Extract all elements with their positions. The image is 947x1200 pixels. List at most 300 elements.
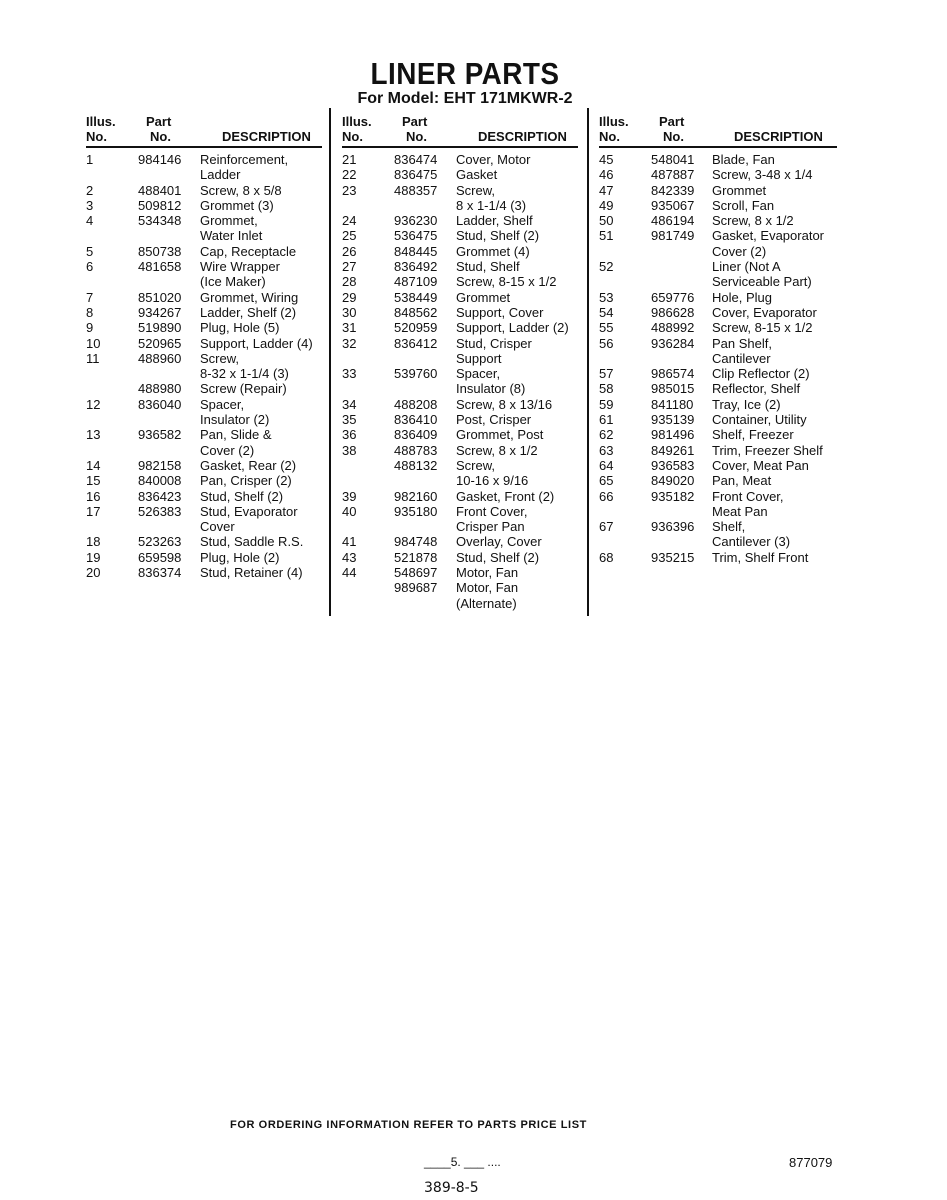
- illus-number: 66: [599, 488, 614, 504]
- part-number: 536475: [394, 228, 438, 244]
- description-line: Ladder, Shelf (2): [200, 304, 297, 320]
- illus-number: 29: [342, 289, 357, 305]
- description-line: Grommet,: [200, 213, 258, 229]
- illus-number: 23: [342, 182, 357, 198]
- illus-number: 10: [86, 335, 101, 351]
- table-row: [599, 213, 837, 228]
- description-line: Grommet (3): [200, 197, 274, 213]
- illus-number: 12: [86, 396, 101, 412]
- part-number: 836423: [138, 488, 182, 504]
- part-number: 836474: [394, 152, 438, 167]
- table-row: [342, 489, 578, 504]
- part-number: 488980: [138, 381, 182, 397]
- table-row: [342, 152, 578, 167]
- illus-number: 57: [599, 366, 614, 382]
- table-row: [86, 458, 322, 473]
- illus-number: 31: [342, 320, 357, 336]
- description-line: Support, Ladder (2): [456, 320, 569, 336]
- part-number: 840008: [138, 473, 182, 489]
- illus-number: 68: [599, 549, 614, 565]
- illus-number: 15: [86, 473, 101, 489]
- description-line: Screw, 3-48 x 1/4: [712, 167, 813, 183]
- page-number-value: 5: [450, 1155, 458, 1169]
- description-line: Screw (Repair): [200, 381, 287, 397]
- description-line: Screw, 8-15 x 1/2: [456, 274, 557, 290]
- illus-number: 11: [86, 350, 100, 366]
- illus-number: 22: [342, 167, 357, 183]
- description-line: Scroll, Fan: [712, 197, 775, 213]
- part-number: 989687: [394, 580, 438, 596]
- model-subtitle: For Model: EHT 171MKWR-2: [357, 90, 573, 107]
- part-number: 936583: [651, 457, 695, 473]
- header-description: DESCRIPTION: [478, 129, 567, 144]
- description-line: Water Inlet: [200, 228, 263, 244]
- illus-number: 65: [599, 473, 614, 489]
- table-row: [599, 228, 837, 259]
- table-row: [342, 565, 578, 580]
- part-number: 836412: [394, 335, 438, 351]
- description-line: Stud, Shelf: [456, 259, 520, 275]
- table-row: [599, 458, 837, 473]
- table-row: [342, 244, 578, 259]
- illus-number: 13: [86, 427, 101, 443]
- description-line: Spacer,: [456, 366, 501, 382]
- illus-number: 5: [86, 243, 94, 259]
- illus-number: 53: [599, 289, 614, 305]
- table-row: [86, 427, 322, 458]
- description-line: Ladder, Shelf: [456, 213, 533, 229]
- part-number: 982160: [394, 488, 438, 504]
- illus-number: 18: [86, 534, 101, 550]
- part-number: 836475: [394, 167, 438, 183]
- column-divider: [329, 108, 331, 616]
- part-number: 659776: [651, 289, 695, 305]
- illus-number: 28: [342, 274, 357, 290]
- illus-number: 32: [342, 335, 357, 351]
- part-number: 488960: [138, 350, 182, 366]
- description-line: Cover, Meat Pan: [712, 457, 809, 473]
- description-line: Cover: [200, 519, 235, 535]
- part-number: 520965: [138, 335, 182, 351]
- table-row: [342, 183, 578, 214]
- description-line: Cover (2): [200, 442, 255, 458]
- table-row: [599, 366, 837, 381]
- part-number: 509812: [138, 197, 182, 213]
- part-number: 519890: [138, 320, 182, 336]
- table-row: [599, 183, 837, 198]
- description-line: Clip Reflector (2): [712, 366, 810, 382]
- table-row: [86, 320, 322, 335]
- description-line: Stud, Shelf (2): [456, 228, 540, 244]
- illus-number: 30: [342, 304, 357, 320]
- part-number: 488132: [394, 457, 438, 473]
- parts-column-2: [342, 112, 578, 611]
- part-number: 548697: [394, 565, 438, 581]
- table-row: [86, 381, 322, 396]
- description-line: Pan, Meat: [712, 473, 772, 489]
- description-line: Crisper Pan: [456, 519, 525, 535]
- part-number: 534348: [138, 213, 182, 229]
- illus-number: 35: [342, 412, 357, 428]
- illus-number: 64: [599, 457, 614, 473]
- document-number: 877079: [789, 1155, 833, 1170]
- description-line: (Ice Maker): [200, 274, 266, 290]
- description-line: Liner (Not A: [712, 259, 781, 275]
- description-line: Grommet: [456, 289, 511, 305]
- part-number: 981496: [651, 427, 695, 443]
- description-line: Reflector, Shelf: [712, 381, 801, 397]
- description-line: Container, Utility: [712, 412, 807, 428]
- description-line: Shelf, Freezer: [712, 427, 794, 443]
- description-line: Screw, 8 x 5/8: [200, 182, 282, 198]
- illus-number: 24: [342, 213, 357, 229]
- illus-number: 39: [342, 488, 357, 504]
- table-row: [599, 198, 837, 213]
- illus-number: 9: [86, 320, 94, 336]
- table-row: [86, 244, 322, 259]
- illus-number: 20: [86, 565, 101, 581]
- description-line: Serviceable Part): [712, 274, 812, 290]
- description-line: Screw,: [456, 182, 496, 198]
- part-number: 836492: [394, 259, 438, 275]
- table-row: [86, 213, 322, 244]
- illus-number: 38: [342, 442, 357, 458]
- part-number: 486194: [651, 213, 695, 229]
- description-line: Support, Cover: [456, 304, 544, 320]
- table-row: [86, 504, 322, 535]
- description-line: Front Cover,: [456, 503, 528, 519]
- table-row: [599, 397, 837, 412]
- part-number: 481658: [138, 259, 182, 275]
- illus-number: 40: [342, 503, 357, 519]
- description-line: Screw, 8-15 x 1/2: [712, 320, 813, 336]
- illus-number: 56: [599, 335, 614, 351]
- table-row: [86, 534, 322, 549]
- illus-number: 21: [342, 152, 357, 167]
- column-header: [342, 112, 578, 148]
- illus-number: 43: [342, 549, 357, 565]
- table-row: [599, 412, 837, 427]
- part-number: 936582: [138, 427, 182, 443]
- illus-number: 55: [599, 320, 614, 336]
- ordering-note: FOR ORDERING INFORMATION REFER TO PARTS PRICE LIST: [230, 1119, 587, 1131]
- description-line: Shelf,: [712, 519, 746, 535]
- part-number: 935182: [651, 488, 695, 504]
- part-number: 521878: [394, 549, 438, 565]
- table-row: [342, 412, 578, 427]
- header-part-no: No.: [406, 129, 427, 144]
- description-line: Stud, Shelf (2): [456, 549, 540, 565]
- part-number: 488357: [394, 182, 438, 198]
- table-row: [599, 259, 837, 290]
- description-line: Gasket, Evaporator: [712, 228, 824, 244]
- header-illus: Illus.: [599, 114, 629, 129]
- illus-number: 41: [342, 534, 357, 550]
- table-row: [342, 504, 578, 535]
- header-part: Part: [659, 114, 685, 129]
- page-title: LINER PARTS: [370, 56, 560, 91]
- description-line: Support: [456, 350, 502, 366]
- part-number: 659598: [138, 549, 182, 565]
- part-number: 842339: [651, 182, 695, 198]
- part-number: 936396: [651, 519, 695, 535]
- table-row: [599, 167, 837, 182]
- description-line: Stud, Retainer (4): [200, 565, 303, 581]
- table-row: [599, 152, 837, 167]
- description-line: Stud, Evaporator: [200, 503, 298, 519]
- header-description: DESCRIPTION: [222, 129, 311, 144]
- illus-number: 67: [599, 519, 614, 535]
- table-row: [86, 336, 322, 351]
- part-number: 935139: [651, 412, 695, 428]
- table-row: [86, 305, 322, 320]
- description-line: Cantilever: [712, 350, 771, 366]
- description-line: Hole, Plug: [712, 289, 772, 305]
- part-number: 984748: [394, 534, 438, 550]
- table-row: [599, 519, 837, 550]
- part-number: 548041: [651, 152, 695, 167]
- description-line: Cover, Evaporator: [712, 304, 817, 320]
- table-row: [342, 228, 578, 243]
- description-line: Pan, Slide &: [200, 427, 272, 443]
- part-number: 488992: [651, 320, 695, 336]
- part-number: 523263: [138, 534, 182, 550]
- part-number: 487109: [394, 274, 438, 290]
- header-part-no: No.: [663, 129, 684, 144]
- parts-column-3: [599, 112, 837, 565]
- part-number: 848445: [394, 243, 438, 259]
- description-line: 8-32 x 1-1/4 (3): [200, 366, 289, 382]
- illus-number: 59: [599, 396, 614, 412]
- part-number: 836409: [394, 427, 438, 443]
- part-number: 848562: [394, 304, 438, 320]
- page-number: ____5. ___ ....: [424, 1155, 501, 1169]
- table-row: [342, 274, 578, 289]
- part-number: 935180: [394, 503, 438, 519]
- description-line: Wire Wrapper: [200, 259, 280, 275]
- table-row: [342, 550, 578, 565]
- description-line: Plug, Hole (2): [200, 549, 280, 565]
- part-number: 981749: [651, 228, 695, 244]
- table-row: [342, 580, 578, 611]
- illus-number: 4: [86, 213, 94, 229]
- table-row: [86, 183, 322, 198]
- illus-number: 17: [86, 503, 101, 519]
- part-number: 487887: [651, 167, 695, 183]
- table-row: [342, 290, 578, 305]
- illus-number: 46: [599, 167, 614, 183]
- table-row: [599, 290, 837, 305]
- illus-number: 7: [86, 289, 94, 305]
- table-row: [86, 152, 322, 183]
- table-row: [86, 397, 322, 428]
- description-line: Cantilever (3): [712, 534, 791, 550]
- description-line: Cover (2): [712, 243, 767, 259]
- description-line: Spacer,: [200, 396, 245, 412]
- parts-column-1: [86, 112, 322, 580]
- description-line: Blade, Fan: [712, 152, 775, 167]
- illus-number: 6: [86, 259, 94, 275]
- table-row: [599, 320, 837, 335]
- table-row: [342, 397, 578, 412]
- illus-number: 26: [342, 243, 357, 259]
- header-illus: Illus.: [342, 114, 372, 129]
- illus-number: 34: [342, 396, 357, 412]
- description-line: Meat Pan: [712, 503, 768, 519]
- part-number: 849020: [651, 473, 695, 489]
- illus-number: 47: [599, 182, 614, 198]
- column-divider: [587, 108, 589, 616]
- table-row: [342, 213, 578, 228]
- table-row: [342, 366, 578, 397]
- table-row: [599, 381, 837, 396]
- description-line: Pan Shelf,: [712, 335, 772, 351]
- description-line: Grommet: [712, 182, 767, 198]
- illus-number: 19: [86, 549, 101, 565]
- part-number: 538449: [394, 289, 438, 305]
- description-line: Post, Crisper: [456, 412, 532, 428]
- column-header: [599, 112, 837, 148]
- part-number: 935215: [651, 549, 695, 565]
- description-line: Screw, 8 x 13/16: [456, 396, 553, 412]
- description-line: Grommet (4): [456, 243, 530, 259]
- description-line: Motor, Fan: [456, 565, 519, 581]
- description-line: Insulator (8): [456, 381, 526, 397]
- description-line: (Alternate): [456, 595, 517, 611]
- column-header: [86, 112, 322, 148]
- description-line: Grommet, Wiring: [200, 289, 299, 305]
- table-row: [599, 427, 837, 442]
- header-description: DESCRIPTION: [734, 129, 823, 144]
- table-row: [86, 351, 322, 382]
- table-row: [86, 259, 322, 290]
- table-row: [342, 336, 578, 367]
- part-number: 986628: [651, 304, 695, 320]
- part-number: 851020: [138, 289, 182, 305]
- illus-number: 61: [599, 412, 614, 428]
- table-row: [342, 458, 578, 489]
- illus-number: 62: [599, 427, 614, 443]
- description-line: Ladder: [200, 167, 241, 183]
- part-number: 488208: [394, 396, 438, 412]
- part-number: 984146: [138, 152, 182, 167]
- description-line: Plug, Hole (5): [200, 320, 280, 336]
- header-illus-no: No.: [342, 129, 363, 144]
- description-line: Screw, 8 x 1/2: [456, 442, 538, 458]
- table-row: [599, 336, 837, 367]
- table-row: [342, 320, 578, 335]
- table-row: [342, 443, 578, 458]
- description-line: Pan, Crisper (2): [200, 473, 292, 489]
- table-row: [86, 489, 322, 504]
- illus-number: 44: [342, 565, 357, 581]
- illus-number: 45: [599, 152, 614, 167]
- table-row: [599, 473, 837, 488]
- illus-number: 8: [86, 304, 94, 320]
- table-row: [342, 305, 578, 320]
- handwritten-note: 389-8-5: [424, 1180, 479, 1196]
- part-number: 520959: [394, 320, 438, 336]
- description-line: Gasket, Front (2): [456, 488, 555, 504]
- table-row: [599, 550, 837, 565]
- table-row: [599, 305, 837, 320]
- description-line: Stud, Crisper: [456, 335, 532, 351]
- table-row: [342, 427, 578, 442]
- description-line: Gasket: [456, 167, 498, 183]
- part-number: 488783: [394, 442, 438, 458]
- table-row: [86, 565, 322, 580]
- header-part-no: No.: [150, 129, 171, 144]
- illus-number: 2: [86, 182, 94, 198]
- header-part: Part: [146, 114, 172, 129]
- illus-number: 52: [599, 259, 614, 275]
- table-row: [86, 198, 322, 213]
- part-number: 836410: [394, 412, 438, 428]
- illus-number: 51: [599, 228, 614, 244]
- description-line: Stud, Shelf (2): [200, 488, 284, 504]
- illus-number: 3: [86, 197, 94, 213]
- description-line: 8 x 1-1/4 (3): [456, 197, 527, 213]
- part-number: 850738: [138, 243, 182, 259]
- illus-number: 33: [342, 366, 357, 382]
- illus-number: 16: [86, 488, 101, 504]
- illus-number: 27: [342, 259, 357, 275]
- description-line: Trim, Shelf Front: [712, 549, 809, 565]
- header-illus: Illus.: [86, 114, 116, 129]
- description-line: Insulator (2): [200, 412, 270, 428]
- description-line: Screw,: [456, 457, 496, 473]
- description-line: Trim, Freezer Shelf: [712, 442, 823, 458]
- part-number: 936284: [651, 335, 695, 351]
- table-row: [599, 443, 837, 458]
- header-illus-no: No.: [86, 129, 107, 144]
- description-line: Screw, 8 x 1/2: [712, 213, 794, 229]
- description-line: Overlay, Cover: [456, 534, 542, 550]
- table-row: [86, 550, 322, 565]
- illus-number: 1: [86, 152, 94, 167]
- table-row: [86, 473, 322, 488]
- part-number: 986574: [651, 366, 695, 382]
- part-number: 935067: [651, 197, 695, 213]
- table-row: [342, 259, 578, 274]
- description-line: Gasket, Rear (2): [200, 457, 297, 473]
- description-line: Grommet, Post: [456, 427, 544, 443]
- part-number: 849261: [651, 442, 695, 458]
- illus-number: 14: [86, 457, 101, 473]
- illus-number: 50: [599, 213, 614, 229]
- description-line: Cap, Receptacle: [200, 243, 297, 259]
- description-line: Support, Ladder (4): [200, 335, 313, 351]
- part-number: 526383: [138, 503, 182, 519]
- part-number: 936230: [394, 213, 438, 229]
- table-row: [599, 489, 837, 520]
- description-line: Reinforcement,: [200, 152, 289, 167]
- header-part: Part: [402, 114, 428, 129]
- description-line: 10-16 x 9/16: [456, 473, 529, 489]
- part-number: 836040: [138, 396, 182, 412]
- header-illus-no: No.: [599, 129, 620, 144]
- description-line: Tray, Ice (2): [712, 396, 781, 412]
- part-number: 836374: [138, 565, 182, 581]
- part-number: 982158: [138, 457, 182, 473]
- description-line: Motor, Fan: [456, 580, 519, 596]
- part-number: 488401: [138, 182, 182, 198]
- description-line: Cover, Motor: [456, 152, 531, 167]
- description-line: Screw,: [200, 350, 240, 366]
- part-number: 934267: [138, 304, 182, 320]
- table-row: [86, 290, 322, 305]
- part-number: 841180: [651, 396, 694, 412]
